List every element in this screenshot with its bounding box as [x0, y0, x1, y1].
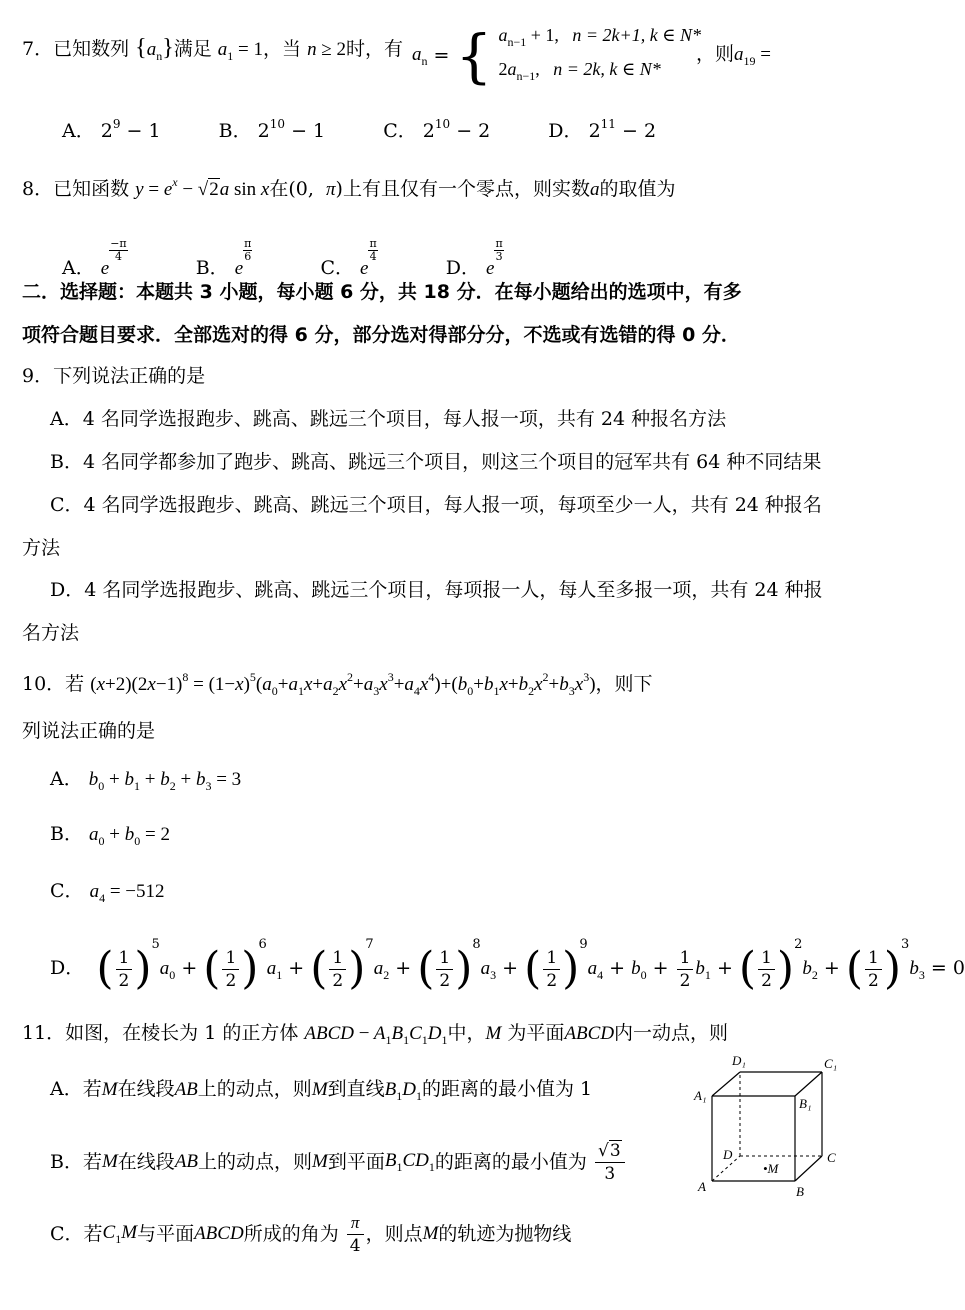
q11-number: 11．如图，在棱长为 1 的正方体 — [22, 1022, 299, 1044]
edge-bc — [795, 1156, 822, 1181]
edge-b1c1 — [795, 1072, 822, 1096]
q11-option-b[interactable]: B．若M在线段AB上的动点，则M到平面$B_1CD_1$的距离的最小值为 $\frac{√3}{3}$ — [50, 1140, 627, 1185]
q7-option-d[interactable]: D． $2^{11} - 2$ — [548, 117, 657, 142]
q7-ask: ，则$a_{19}$ = — [696, 43, 771, 68]
section2-heading-line1: 二．选择题：本题共 3 小题，每小题 6 分，共 18 分．在每小题给出的选项中，有多 — [22, 281, 742, 303]
q11-option-c[interactable]: C．若$C_1M$与平面ABCD所成的角为 $\frac{\pi}{4}$ ，则点M的轨迹为抛物线 — [50, 1213, 572, 1256]
q10-number: 10．若 — [22, 673, 85, 695]
edge-a1d1 — [712, 1072, 740, 1096]
q7-option-b[interactable]: B． $2^{10} - 1$ — [218, 117, 326, 142]
q9-stem: 9．下列说法正确的是 — [22, 365, 206, 387]
q11-option-a[interactable]: A．若M在线段AB上的动点，则M到直线$B_1D_1$的距离的最小值为 1 — [50, 1078, 593, 1103]
label-c: C — [827, 1150, 836, 1165]
q7-piecewise: $a_n$ = { $a_{n-1} + 1$, n = 2k+1, k ∈ N* $2a_{n-1}$, n = 2k, k ∈ N* — [412, 22, 702, 90]
label-b1: B₁ — [799, 1096, 812, 1111]
label-c1: C₁ — [824, 1056, 838, 1071]
q7-number: 7． — [22, 38, 54, 60]
q11-stem: 11．如图，在棱长为 1 的正方体 ABCD − $A_1B_1C_1D_1$中，M 为平面ABCD内一动点，则 — [22, 1022, 729, 1047]
q7-stem: 7．已知数列 $\{a_n\}$满足 $a_1 = 1$，当 n ≥ 2时，有 — [22, 35, 404, 63]
label-a1: A₁ — [694, 1088, 707, 1103]
q10-stem-cont: 列说法正确的是 — [22, 720, 156, 742]
label-d: D — [723, 1147, 733, 1162]
cube-figure — [690, 1048, 850, 1208]
q8-stem: 8．已知函数 $y = e^x - √2a$ sin x在(0, π)上有且仅有一个零点，则实数a的取值为 — [22, 175, 676, 200]
q9-option-d[interactable]: D．4 名同学选报跑步、跳高、跳远三个项目，每项报一人，每人至多报一项，共有 24 种报 — [50, 579, 823, 601]
q10-stem: 10．若 $(x+2)(2x-1)^8 = (1-x)^5(a_0+a_1x+a_2x^2+a_3x^3+a_4x^4)+(b_0+b_1x+b_2x^2+b_3x^3)$，则下 — [22, 670, 653, 698]
label-a: A — [698, 1179, 706, 1194]
label-m: •M — [763, 1161, 779, 1176]
q7-option-c[interactable]: C． $2^{10} - 2$ — [383, 117, 491, 142]
q9-option-d-cont: 名方法 — [22, 622, 80, 644]
q8-option-c[interactable]: C． e $\frac{\pi}{4}$ — [320, 237, 377, 279]
q9-option-c-cont: 方法 — [22, 537, 61, 559]
q8-option-d[interactable]: D． e $\frac{\pi}{3}$ — [445, 237, 503, 279]
q8-option-a[interactable]: A． e $\frac{-\pi}{4}$ — [62, 237, 127, 279]
q8-options — [62, 238, 504, 281]
q10-option-c[interactable]: C． $a_4 = -512$ — [50, 880, 165, 905]
q8-number: 8． — [22, 178, 54, 200]
q10-option-d[interactable]: D． ( $\frac{1}{2}$ )$^5a_0$ + ( $\frac{1}{2}$ )$^6a_1$ + ( $\frac{1}{2}$ )$^7a_2$ + ( $\frac{1}{2}$ )$^8a_3$ + ( $\frac{1}{2}$ )$^9a_4 + b_0$ + $\frac{1}{2}$ $b_1$ + ( $\frac{1}{2}$ )$^2b_2$ + ( $\frac{1}{2}$ )$^3b_3 = 0$ — [50, 937, 965, 994]
q9-option-c[interactable]: C．4 名同学选报跑步、跳高、跳远三个项目，每人报一项，每项至少一人，共有 24 种报名 — [50, 494, 822, 516]
q7-option-a[interactable]: A． $2^9 - 1$ — [62, 117, 161, 142]
q9-option-a[interactable]: A．4 名同学选报跑步、跳高、跳远三个项目，每人报一项，共有 24 种报名方法 — [50, 408, 727, 430]
q7-seq: $\{a_n\}$ — [135, 35, 174, 63]
q10-option-a[interactable]: A． $b_0 + b_1 + b_2 + b_3 = 3$ — [50, 768, 242, 793]
q7-options — [62, 117, 656, 143]
label-b: B — [796, 1184, 804, 1199]
label-d1: D₁ — [732, 1053, 746, 1068]
section2-heading-line2: 项符合题目要求．全部选对的得 6 分，部分选对得部分分，不选或有选错的得 0 分． — [22, 324, 740, 346]
q9-option-b[interactable]: B．4 名同学都参加了跑步、跳高、跳远三个项目，则这三个项目的冠军共有 64 种不同结果 — [50, 451, 822, 473]
q10-option-b[interactable]: B． $a_0 + b_0 = 2$ — [50, 823, 170, 848]
q8-option-b[interactable]: B． e $\frac{\pi}{6}$ — [195, 237, 252, 279]
